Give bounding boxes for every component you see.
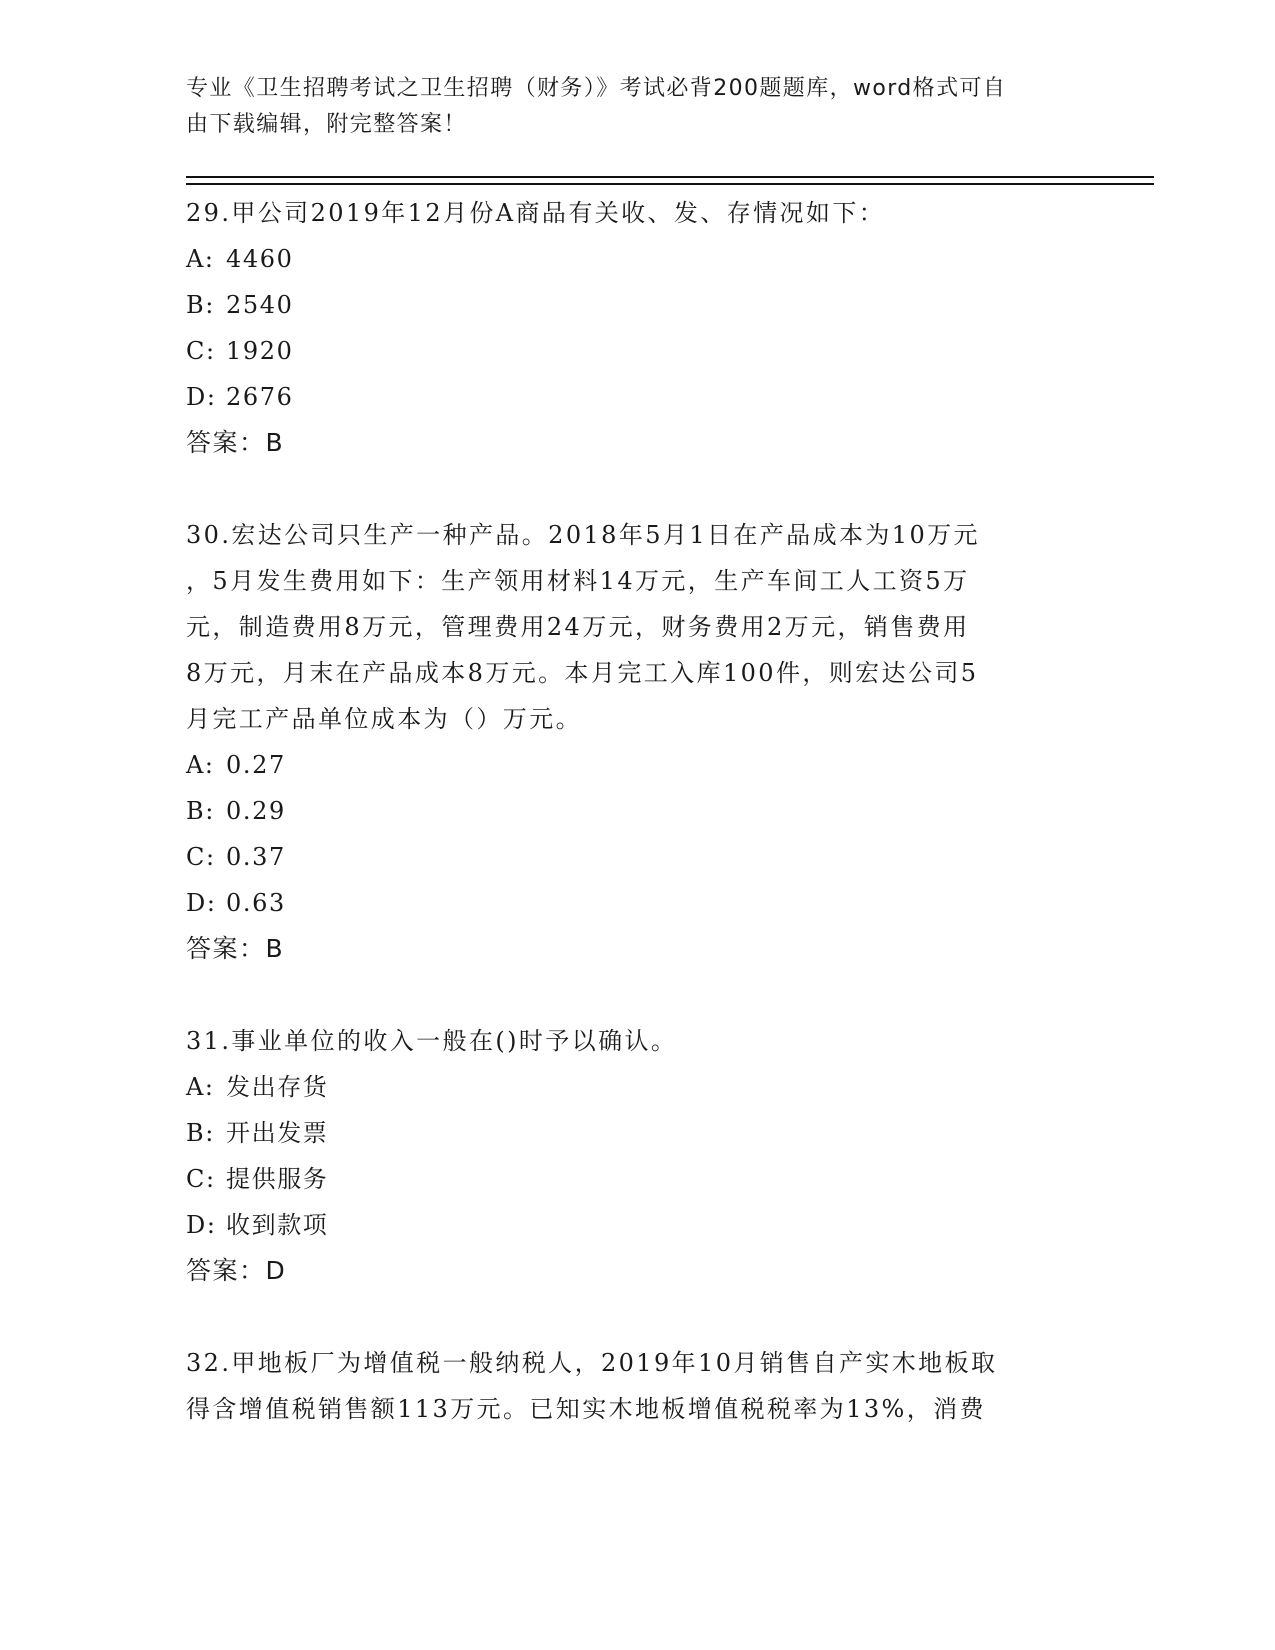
- option-letter: D:: [186, 889, 217, 917]
- question-stem: 31.事业单位的收入一般在()时予以确认。: [186, 1027, 678, 1055]
- question-stem-line: ，5月发生费用如下：生产领用材料14万元，生产车间工人工资5万: [186, 567, 970, 595]
- option-a: [186, 742, 1086, 788]
- option-b: [186, 788, 1086, 834]
- option-d: [186, 1202, 1086, 1248]
- option-text: 发出存货: [226, 1073, 329, 1101]
- question-list: [186, 190, 1086, 1478]
- option-letter: C:: [186, 1165, 216, 1193]
- header-divider-top: [186, 176, 1154, 178]
- question-stem-line: 32.甲地板厂为增值税一般纳税人，2019年10月销售自产实木地板取: [186, 1349, 998, 1377]
- question-stem-line: 得含增值税销售额113万元。已知实木地板增值税税率为13%，消费: [186, 1395, 986, 1423]
- option-a: [186, 1064, 1086, 1110]
- option-text: 2676: [226, 383, 294, 411]
- option-a: [186, 236, 1086, 282]
- option-text: 收到款项: [226, 1211, 329, 1239]
- header-line-2: 由下载编辑，附完整答案！: [186, 112, 467, 137]
- option-c: [186, 1156, 1086, 1202]
- option-b: [186, 1110, 1086, 1156]
- option-letter: A:: [186, 1073, 215, 1101]
- answer-line: 答案：B: [186, 428, 285, 457]
- option-c: [186, 834, 1086, 880]
- question-30: [186, 512, 1086, 972]
- option-letter: D:: [186, 383, 217, 411]
- option-text: 0.37: [226, 843, 286, 871]
- option-b: [186, 282, 1086, 328]
- header-divider-bottom: [186, 183, 1154, 185]
- option-text: 提供服务: [226, 1165, 329, 1193]
- option-letter: C:: [186, 843, 216, 871]
- option-letter: B:: [186, 291, 215, 319]
- question-stem-line: 元，制造费用8万元，管理费用24万元，财务费用2万元，销售费用: [186, 613, 970, 641]
- option-text: 0.63: [226, 889, 286, 917]
- option-text: 2540: [226, 291, 294, 319]
- answer-line: 答案：D: [186, 1256, 287, 1285]
- option-text: 0.29: [226, 797, 286, 825]
- option-letter: A:: [186, 245, 215, 273]
- option-text: 1920: [226, 337, 294, 365]
- question-stem-line: 8万元，月末在产品成本8万元。本月完工入库100件，则宏达公司5: [186, 659, 979, 687]
- option-d: [186, 880, 1086, 926]
- option-text: 0.27: [226, 751, 286, 779]
- option-c: [186, 328, 1086, 374]
- document-header: [186, 71, 1066, 143]
- question-stem-line: 30.宏达公司只生产一种产品。2018年5月1日在产品成本为10万元: [186, 521, 980, 549]
- option-letter: C:: [186, 337, 216, 365]
- question-31: [186, 1018, 1086, 1294]
- option-d: [186, 374, 1086, 420]
- option-letter: A:: [186, 751, 215, 779]
- question-29: [186, 190, 1086, 466]
- option-letter: B:: [186, 797, 215, 825]
- header-line-1: 专业《卫生招聘考试之卫生招聘（财务）》考试必背200题题库，word格式可自: [186, 76, 1007, 101]
- question-32: [186, 1340, 1086, 1432]
- answer-line: 答案：B: [186, 934, 285, 963]
- option-text: 开出发票: [226, 1119, 329, 1147]
- option-letter: B:: [186, 1119, 215, 1147]
- option-letter: D:: [186, 1211, 217, 1239]
- question-stem-line: 月完工产品单位成本为（）万元。: [186, 705, 582, 733]
- question-stem: 29.甲公司2019年12月份A商品有关收、发、存情况如下：: [186, 199, 886, 227]
- option-text: 4460: [226, 245, 294, 273]
